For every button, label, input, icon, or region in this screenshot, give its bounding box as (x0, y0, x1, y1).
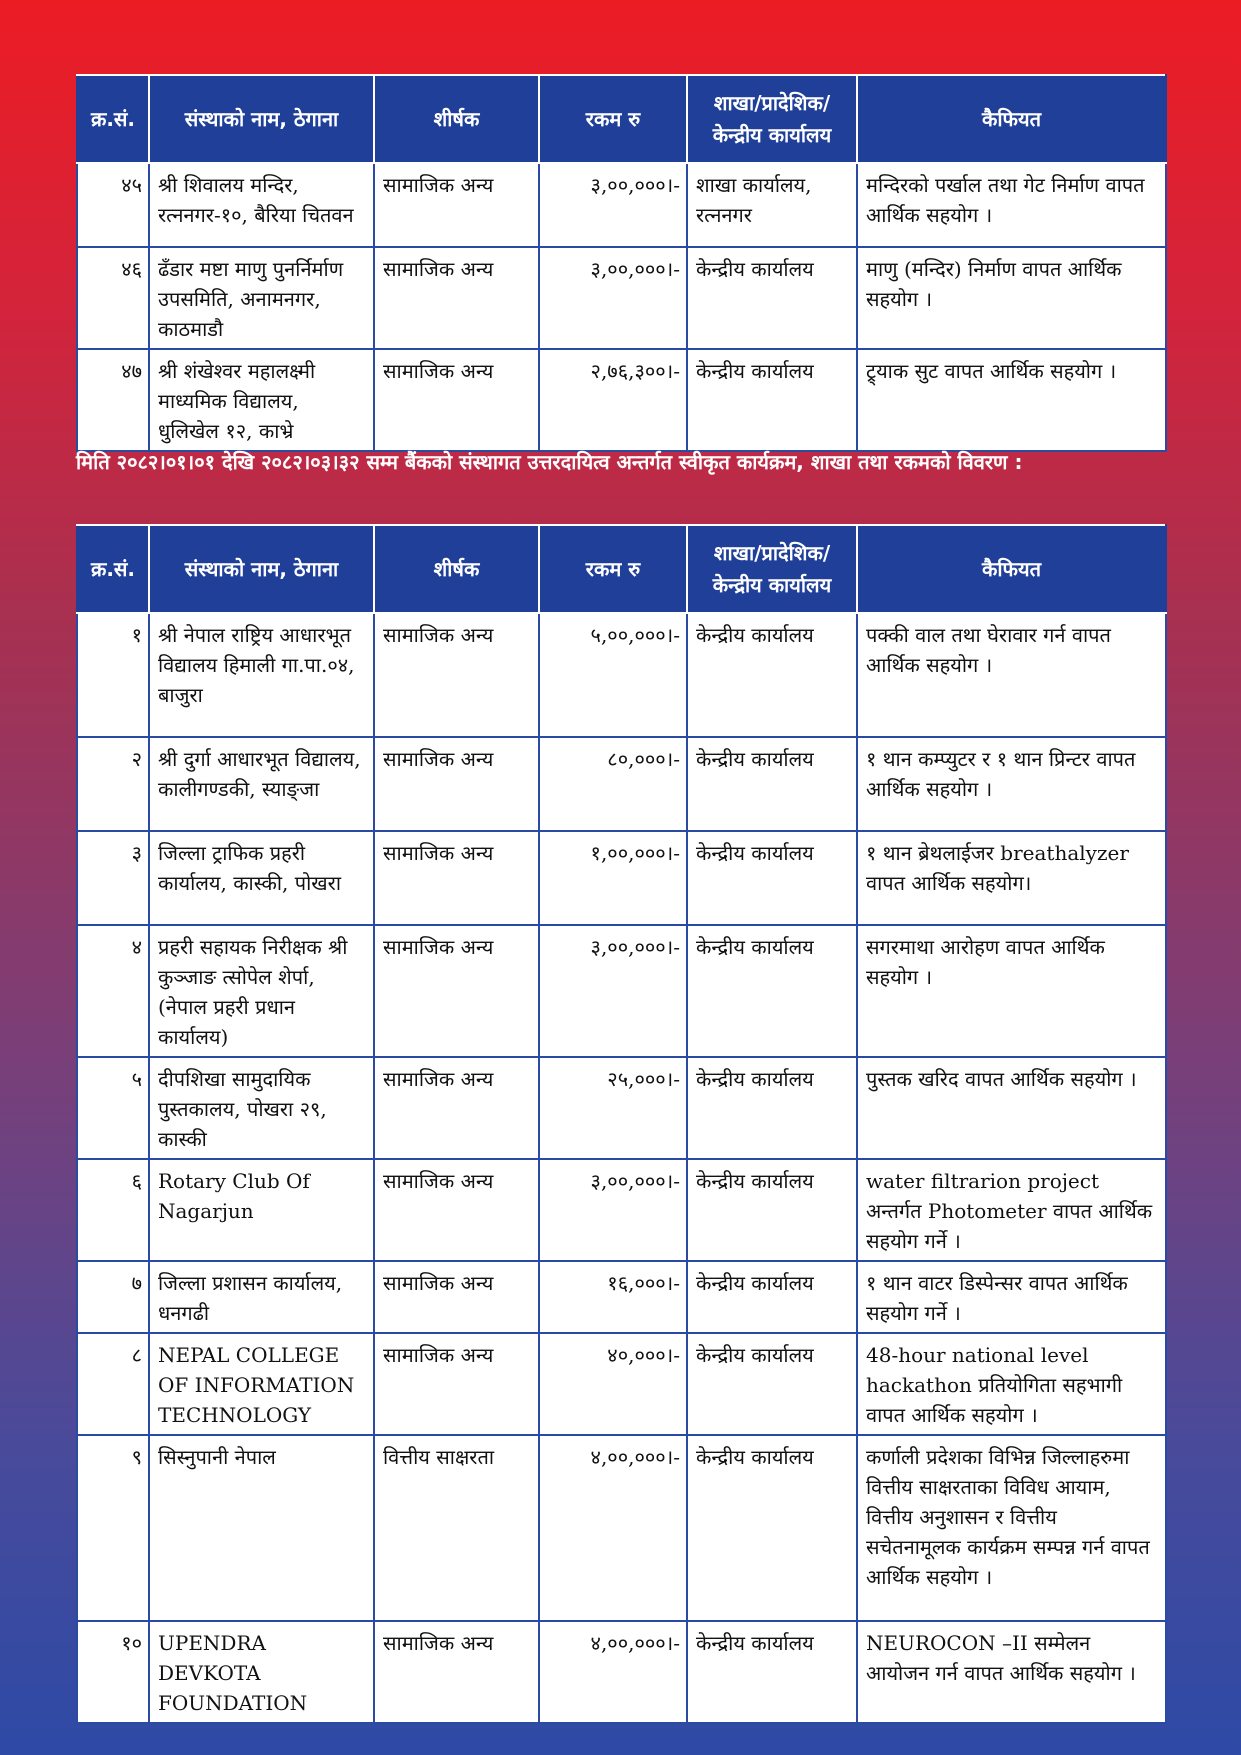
cell-sn: ४५ (77, 163, 149, 247)
cell-amount: १,००,०००।- (539, 831, 687, 925)
header-office: शाखा/प्रादेशिक/ केन्द्रीय कार्यालय (687, 75, 857, 163)
cell-name: सिस्नुपानी नेपाल (149, 1435, 374, 1621)
cell-office: केन्द्रीय कार्यालय (687, 1621, 857, 1723)
cell-heading: सामाजिक अन्य (374, 737, 539, 831)
cell-office: केन्द्रीय कार्यालय (687, 1333, 857, 1435)
table-row (77, 247, 1166, 349)
cell-amount: २५,०००।- (539, 1057, 687, 1159)
cell-name: श्री शिवालय मन्दिर, रत्ननगर-१०, बैरिया चितवन (149, 163, 374, 247)
table-row (77, 1261, 1166, 1333)
cell-remarks: NEUROCON –II सम्मेलन आयोजन गर्न वापत आर्थिक सहयोग । (857, 1621, 1166, 1723)
cell-sn: ३ (77, 831, 149, 925)
cell-amount: ३,००,०००।- (539, 925, 687, 1057)
cell-sn: ७ (77, 1261, 149, 1333)
cell-sn: ४६ (77, 247, 149, 349)
header-name: संस्थाको नाम, ठेगाना (149, 525, 374, 613)
cell-amount: ४,००,०००।- (539, 1621, 687, 1723)
header-sn: क्र.सं. (77, 525, 149, 613)
cell-office: केन्द्रीय कार्यालय (687, 737, 857, 831)
table-row (77, 925, 1166, 1057)
cell-name: जिल्ला प्रशासन कार्यालय, धनगढी (149, 1261, 374, 1333)
header-office: शाखा/प्रादेशिक/ केन्द्रीय कार्यालय (687, 525, 857, 613)
cell-amount: ८०,०००।- (539, 737, 687, 831)
cell-name: जिल्ला ट्राफिक प्रहरी कार्यालय, कास्की, पोखरा (149, 831, 374, 925)
section-caption: मिति २०८२।०१।०१ देखि २०८२।०३।३२ सम्म बैंकको संस्थागत उत्तरदायित्व अन्तर्गत स्वीकृत कार्यक्रम, शाखा तथा रकमको विवरण : (76, 450, 1023, 474)
cell-sn: ४ (77, 925, 149, 1057)
cell-amount: ३,००,०००।- (539, 163, 687, 247)
cell-remarks: सगरमाथा आरोहण वापत आर्थिक सहयोग । (857, 925, 1166, 1057)
cell-heading: सामाजिक अन्य (374, 349, 539, 451)
header-amount: रकम रु (539, 525, 687, 613)
cell-name: दीपशिखा सामुदायिक पुस्तकालय, पोखरा २९, कास्की (149, 1057, 374, 1159)
cell-name: श्री दुर्गा आधारभूत विद्यालय, कालीगण्डकी, स्याङ्जा (149, 737, 374, 831)
cell-office: केन्द्रीय कार्यालय (687, 1159, 857, 1261)
cell-office: केन्द्रीय कार्यालय (687, 349, 857, 451)
cell-office: केन्द्रीय कार्यालय (687, 1261, 857, 1333)
cell-heading: सामाजिक अन्य (374, 163, 539, 247)
cell-amount: १६,०००।- (539, 1261, 687, 1333)
cell-heading: सामाजिक अन्य (374, 247, 539, 349)
table-header-row (77, 525, 1166, 613)
cell-remarks: १ थान कम्प्युटर र १ थान प्रिन्टर वापत आर्थिक सहयोग । (857, 737, 1166, 831)
cell-amount: ३,००,०००।- (539, 1159, 687, 1261)
cell-heading: सामाजिक अन्य (374, 1621, 539, 1723)
cell-sn: १० (77, 1621, 149, 1723)
cell-remarks: १ थान ब्रेथलाईजर breathalyzer वापत आर्थिक सहयोग। (857, 831, 1166, 925)
cell-name: ढँडार मष्टा माणु पुनर्निर्माण उपसमिति, अनामनगर, काठमाडौ (149, 247, 374, 349)
cell-remarks: मन्दिरको पर्खाल तथा गेट निर्माण वापत आर्थिक सहयोग । (857, 163, 1166, 247)
table-row (77, 1621, 1166, 1723)
cell-sn: ८ (77, 1333, 149, 1435)
cell-office: केन्द्रीय कार्यालय (687, 1057, 857, 1159)
table-row (77, 1159, 1166, 1261)
table-row (77, 831, 1166, 925)
cell-office: केन्द्रीय कार्यालय (687, 1435, 857, 1621)
cell-sn: २ (77, 737, 149, 831)
cell-remarks: पक्की वाल तथा घेरावार गर्न वापत आर्थिक सहयोग । (857, 613, 1166, 737)
header-heading: शीर्षक (374, 75, 539, 163)
cell-amount: ४०,०००।- (539, 1333, 687, 1435)
cell-office: केन्द्रीय कार्यालय (687, 613, 857, 737)
csr-table-2 (76, 524, 1165, 1724)
cell-name: Rotary Club Of Nagarjun (149, 1159, 374, 1261)
header-heading: शीर्षक (374, 525, 539, 613)
cell-sn: १ (77, 613, 149, 737)
header-sn: क्र.सं. (77, 75, 149, 163)
cell-heading: सामाजिक अन्य (374, 1333, 539, 1435)
table-header-row (77, 75, 1166, 163)
cell-amount: ३,००,०००।- (539, 247, 687, 349)
cell-office: केन्द्रीय कार्यालय (687, 247, 857, 349)
cell-remarks: water filtrarion project अन्तर्गत Photometer वापत आर्थिक सहयोग गर्ने । (857, 1159, 1166, 1261)
cell-sn: ६ (77, 1159, 149, 1261)
cell-heading: सामाजिक अन्य (374, 1159, 539, 1261)
cell-remarks: ट्र्याक सुट वापत आर्थिक सहयोग । (857, 349, 1166, 451)
cell-sn: ९ (77, 1435, 149, 1621)
cell-remarks: माणु (मन्दिर) निर्माण वापत आर्थिक सहयोग । (857, 247, 1166, 349)
table-row (77, 1333, 1166, 1435)
table-row (77, 613, 1166, 737)
header-remarks: कैफियत (857, 525, 1166, 613)
csr-table-1 (76, 74, 1165, 452)
cell-sn: ४७ (77, 349, 149, 451)
cell-sn: ५ (77, 1057, 149, 1159)
cell-office: शाखा कार्यालय, रत्ननगर (687, 163, 857, 247)
cell-remarks: कर्णाली प्रदेशका विभिन्न जिल्लाहरुमा वित्तीय साक्षरताका विविध आयाम, वित्तीय अनुशासन र वित्तीय सचेतनामूलक कार्यक्रम सम्पन्न गर्न वापत आर्थिक सहयोग । (857, 1435, 1166, 1621)
cell-heading: वित्तीय साक्षरता (374, 1435, 539, 1621)
cell-amount: ४,००,०००।- (539, 1435, 687, 1621)
cell-amount: ५,००,०००।- (539, 613, 687, 737)
table-row (77, 163, 1166, 247)
cell-name: श्री शंखेश्वर महालक्ष्मी माध्यमिक विद्यालय, धुलिखेल १२, काभ्रे (149, 349, 374, 451)
cell-remarks: 48-hour national level hackathon प्रतियोगिता सहभागी वापत आर्थिक सहयोग । (857, 1333, 1166, 1435)
cell-remarks: १ थान वाटर डिस्पेन्सर वापत आर्थिक सहयोग गर्ने । (857, 1261, 1166, 1333)
cell-name: श्री नेपाल राष्ट्रिय आधारभूत विद्यालय हिमाली गा.पा.०४, बाजुरा (149, 613, 374, 737)
header-remarks: कैफियत (857, 75, 1166, 163)
cell-remarks: पुस्तक खरिद वापत आर्थिक सहयोग । (857, 1057, 1166, 1159)
table-row (77, 737, 1166, 831)
cell-office: केन्द्रीय कार्यालय (687, 925, 857, 1057)
cell-name: प्रहरी सहायक निरीक्षक श्री कुञ्जाङ त्सोपेल शेर्पा, (नेपाल प्रहरी प्रधान कार्यालय) (149, 925, 374, 1057)
header-name: संस्थाको नाम, ठेगाना (149, 75, 374, 163)
cell-heading: सामाजिक अन्य (374, 1261, 539, 1333)
cell-heading: सामाजिक अन्य (374, 613, 539, 737)
cell-heading: सामाजिक अन्य (374, 831, 539, 925)
cell-heading: सामाजिक अन्य (374, 925, 539, 1057)
table-row (77, 349, 1166, 451)
table-row (77, 1057, 1166, 1159)
cell-amount: २,७६,३००।- (539, 349, 687, 451)
cell-name: NEPAL COLLEGE OF INFORMATION TECHNOLOGY (149, 1333, 374, 1435)
cell-office: केन्द्रीय कार्यालय (687, 831, 857, 925)
cell-name: UPENDRA DEVKOTA FOUNDATION (149, 1621, 374, 1723)
cell-heading: सामाजिक अन्य (374, 1057, 539, 1159)
header-amount: रकम रु (539, 75, 687, 163)
table-row (77, 1435, 1166, 1621)
